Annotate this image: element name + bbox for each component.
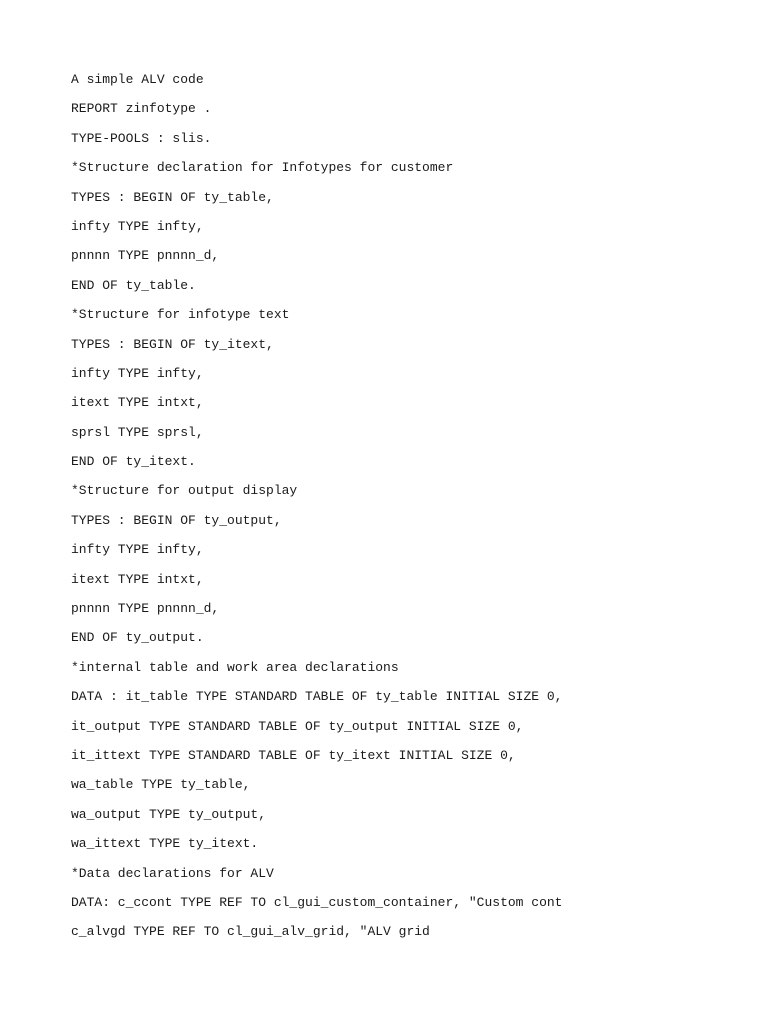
code-line: A simple ALV code bbox=[71, 72, 204, 87]
code-line: wa_table TYPE ty_table, bbox=[71, 777, 251, 793]
code-line: *Data declarations for ALV bbox=[71, 865, 274, 881]
code-line: wa_ittext TYPE ty_itext. bbox=[71, 836, 259, 852]
code-line: *internal table and work area declarations bbox=[71, 659, 399, 675]
code-line: it_output TYPE STANDARD TABLE OF ty_output INITIAL SIZE 0, bbox=[71, 718, 524, 734]
code-listing bbox=[71, 70, 562, 952]
code-line: infty TYPE infty, bbox=[71, 218, 204, 234]
code-line: *Structure for output display bbox=[71, 483, 298, 499]
code-line: wa_output TYPE ty_output, bbox=[71, 806, 267, 822]
code-line: TYPES : BEGIN OF ty_table, bbox=[71, 189, 274, 205]
code-line: *Structure declaration for Infotypes for customer bbox=[71, 160, 454, 176]
code-line: END OF ty_output. bbox=[71, 630, 204, 646]
code-line: DATA : it_table TYPE STANDARD TABLE OF ty_table INITIAL SIZE 0, bbox=[71, 689, 563, 705]
code-line: DATA: c_ccont TYPE REF TO cl_gui_custom_container, "Custom cont bbox=[71, 894, 563, 910]
code-line: infty TYPE infty, bbox=[71, 542, 204, 558]
code-line: c_alvgd TYPE REF TO cl_gui_alv_grid, "ALV grid bbox=[71, 924, 430, 940]
code-line: REPORT zinfotype . bbox=[71, 101, 212, 117]
code-line: infty TYPE infty, bbox=[71, 365, 204, 381]
code-line: *Structure for infotype text bbox=[71, 307, 290, 323]
code-line: TYPE-POOLS : slis. bbox=[71, 130, 212, 146]
code-line: pnnnn TYPE pnnnn_d, bbox=[71, 248, 220, 264]
code-line: it_ittext TYPE STANDARD TABLE OF ty_itext INITIAL SIZE 0, bbox=[71, 747, 516, 763]
code-line: END OF ty_table. bbox=[71, 277, 196, 293]
code-line: sprsl TYPE sprsl, bbox=[71, 424, 204, 440]
code-line: TYPES : BEGIN OF ty_output, bbox=[71, 512, 282, 528]
code-line: END OF ty_itext. bbox=[71, 454, 196, 470]
code-line: itext TYPE intxt, bbox=[71, 571, 204, 587]
code-line: itext TYPE intxt, bbox=[71, 395, 204, 411]
code-line: pnnnn TYPE pnnnn_d, bbox=[71, 601, 220, 617]
code-line: TYPES : BEGIN OF ty_itext, bbox=[71, 336, 274, 352]
